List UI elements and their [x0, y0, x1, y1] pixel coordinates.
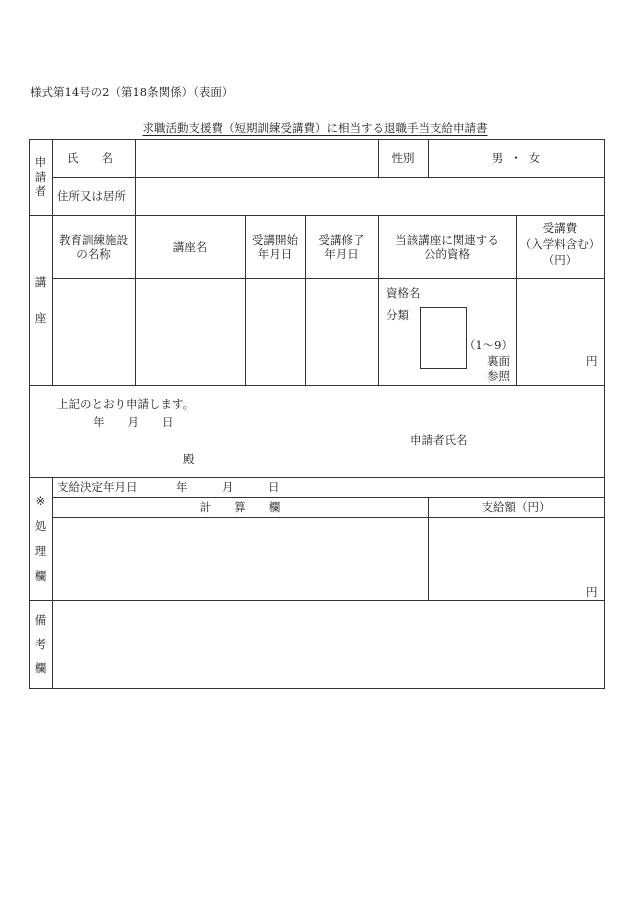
gender-separator: ・ — [510, 151, 522, 165]
declaration-statement: 上記のとおり申請します。 — [57, 397, 195, 411]
course-section-label — [29, 215, 52, 385]
address-field — [135, 177, 604, 215]
header-end-date — [305, 215, 378, 278]
decision-date: 年 月 日 — [176, 480, 280, 494]
table-rule — [29, 477, 604, 478]
header-line: 公的資格 — [424, 246, 470, 261]
fee-unit: 円 — [586, 354, 598, 368]
form-number: 様式第14号の2（第18条関係）（表面） — [30, 85, 234, 99]
address-label: 住所又は居所 — [57, 189, 126, 203]
gender-options — [428, 139, 604, 177]
gender-male-option: 男 — [491, 151, 504, 165]
remarks-section-label — [29, 600, 52, 688]
course-label-char: 座 — [34, 311, 47, 325]
header-qualification — [378, 215, 516, 278]
applicant-label-char: 請 — [34, 169, 47, 184]
processing-label-char: 処 — [34, 519, 47, 533]
remarks-field — [52, 600, 604, 688]
header-line: 当該講座に関連する — [395, 232, 499, 247]
header-line: （円） — [542, 253, 578, 267]
header-line: の名称 — [76, 246, 111, 261]
applicant-label-char: 者 — [34, 184, 47, 199]
header-institution — [52, 215, 135, 278]
processing-label-char: ※ — [35, 494, 46, 508]
processing-section-label — [29, 477, 52, 600]
table-rule — [29, 385, 604, 386]
gender-label: 性別 — [391, 151, 415, 165]
calculation-label: 計 算 欄 — [199, 500, 281, 514]
applicant-section-label — [29, 139, 52, 215]
amount-unit: 円 — [586, 585, 598, 599]
header-course-name: 講座名 — [172, 239, 208, 254]
remarks-label-char: 備 — [34, 613, 47, 627]
processing-label-char: 欄 — [34, 569, 47, 583]
remarks-label-char: 考 — [34, 637, 47, 651]
applicant-label-char: 申 — [34, 155, 47, 170]
course-label-char: 講 — [34, 275, 47, 289]
processing-label-char: 理 — [34, 544, 47, 558]
header-line: （入学料含む） — [519, 237, 601, 251]
header-line: 教育訓練施設 — [59, 232, 128, 247]
category-range: （1～9） — [463, 338, 513, 352]
header-line: 受講修了 — [318, 232, 365, 247]
form-title — [0, 121, 630, 135]
category-label: 分類 — [386, 308, 409, 322]
form-title-text: 求職活動支援費（短期訓練受講費）に相当する退職手当支給申請書 — [142, 121, 488, 135]
decision-date-label: 支給決定年月日 — [57, 480, 138, 494]
amount-label: 支給額（円） — [481, 500, 551, 514]
header-line: 受講開始 — [252, 232, 298, 247]
applicant-name-label: 申請者氏名 — [410, 433, 468, 447]
header-start-date — [245, 215, 305, 278]
header-line: 受講費 — [542, 221, 578, 235]
category-note-line1: 裏面 — [487, 354, 510, 368]
declaration-date: 年 月 日 — [93, 415, 174, 429]
header-fee — [516, 215, 604, 273]
addressee-suffix: 殿 — [183, 452, 195, 466]
qualification-name-label: 資格名 — [386, 286, 421, 300]
remarks-label-char: 欄 — [34, 661, 47, 675]
header-line: 年月日 — [257, 246, 293, 261]
header-line: 年月日 — [324, 246, 359, 261]
category-note-line2: 参照 — [487, 369, 510, 383]
name-label: 氏 名 — [67, 151, 113, 165]
table-rule — [52, 517, 604, 518]
name-field — [135, 139, 378, 177]
gender-female-option: 女 — [528, 151, 541, 165]
